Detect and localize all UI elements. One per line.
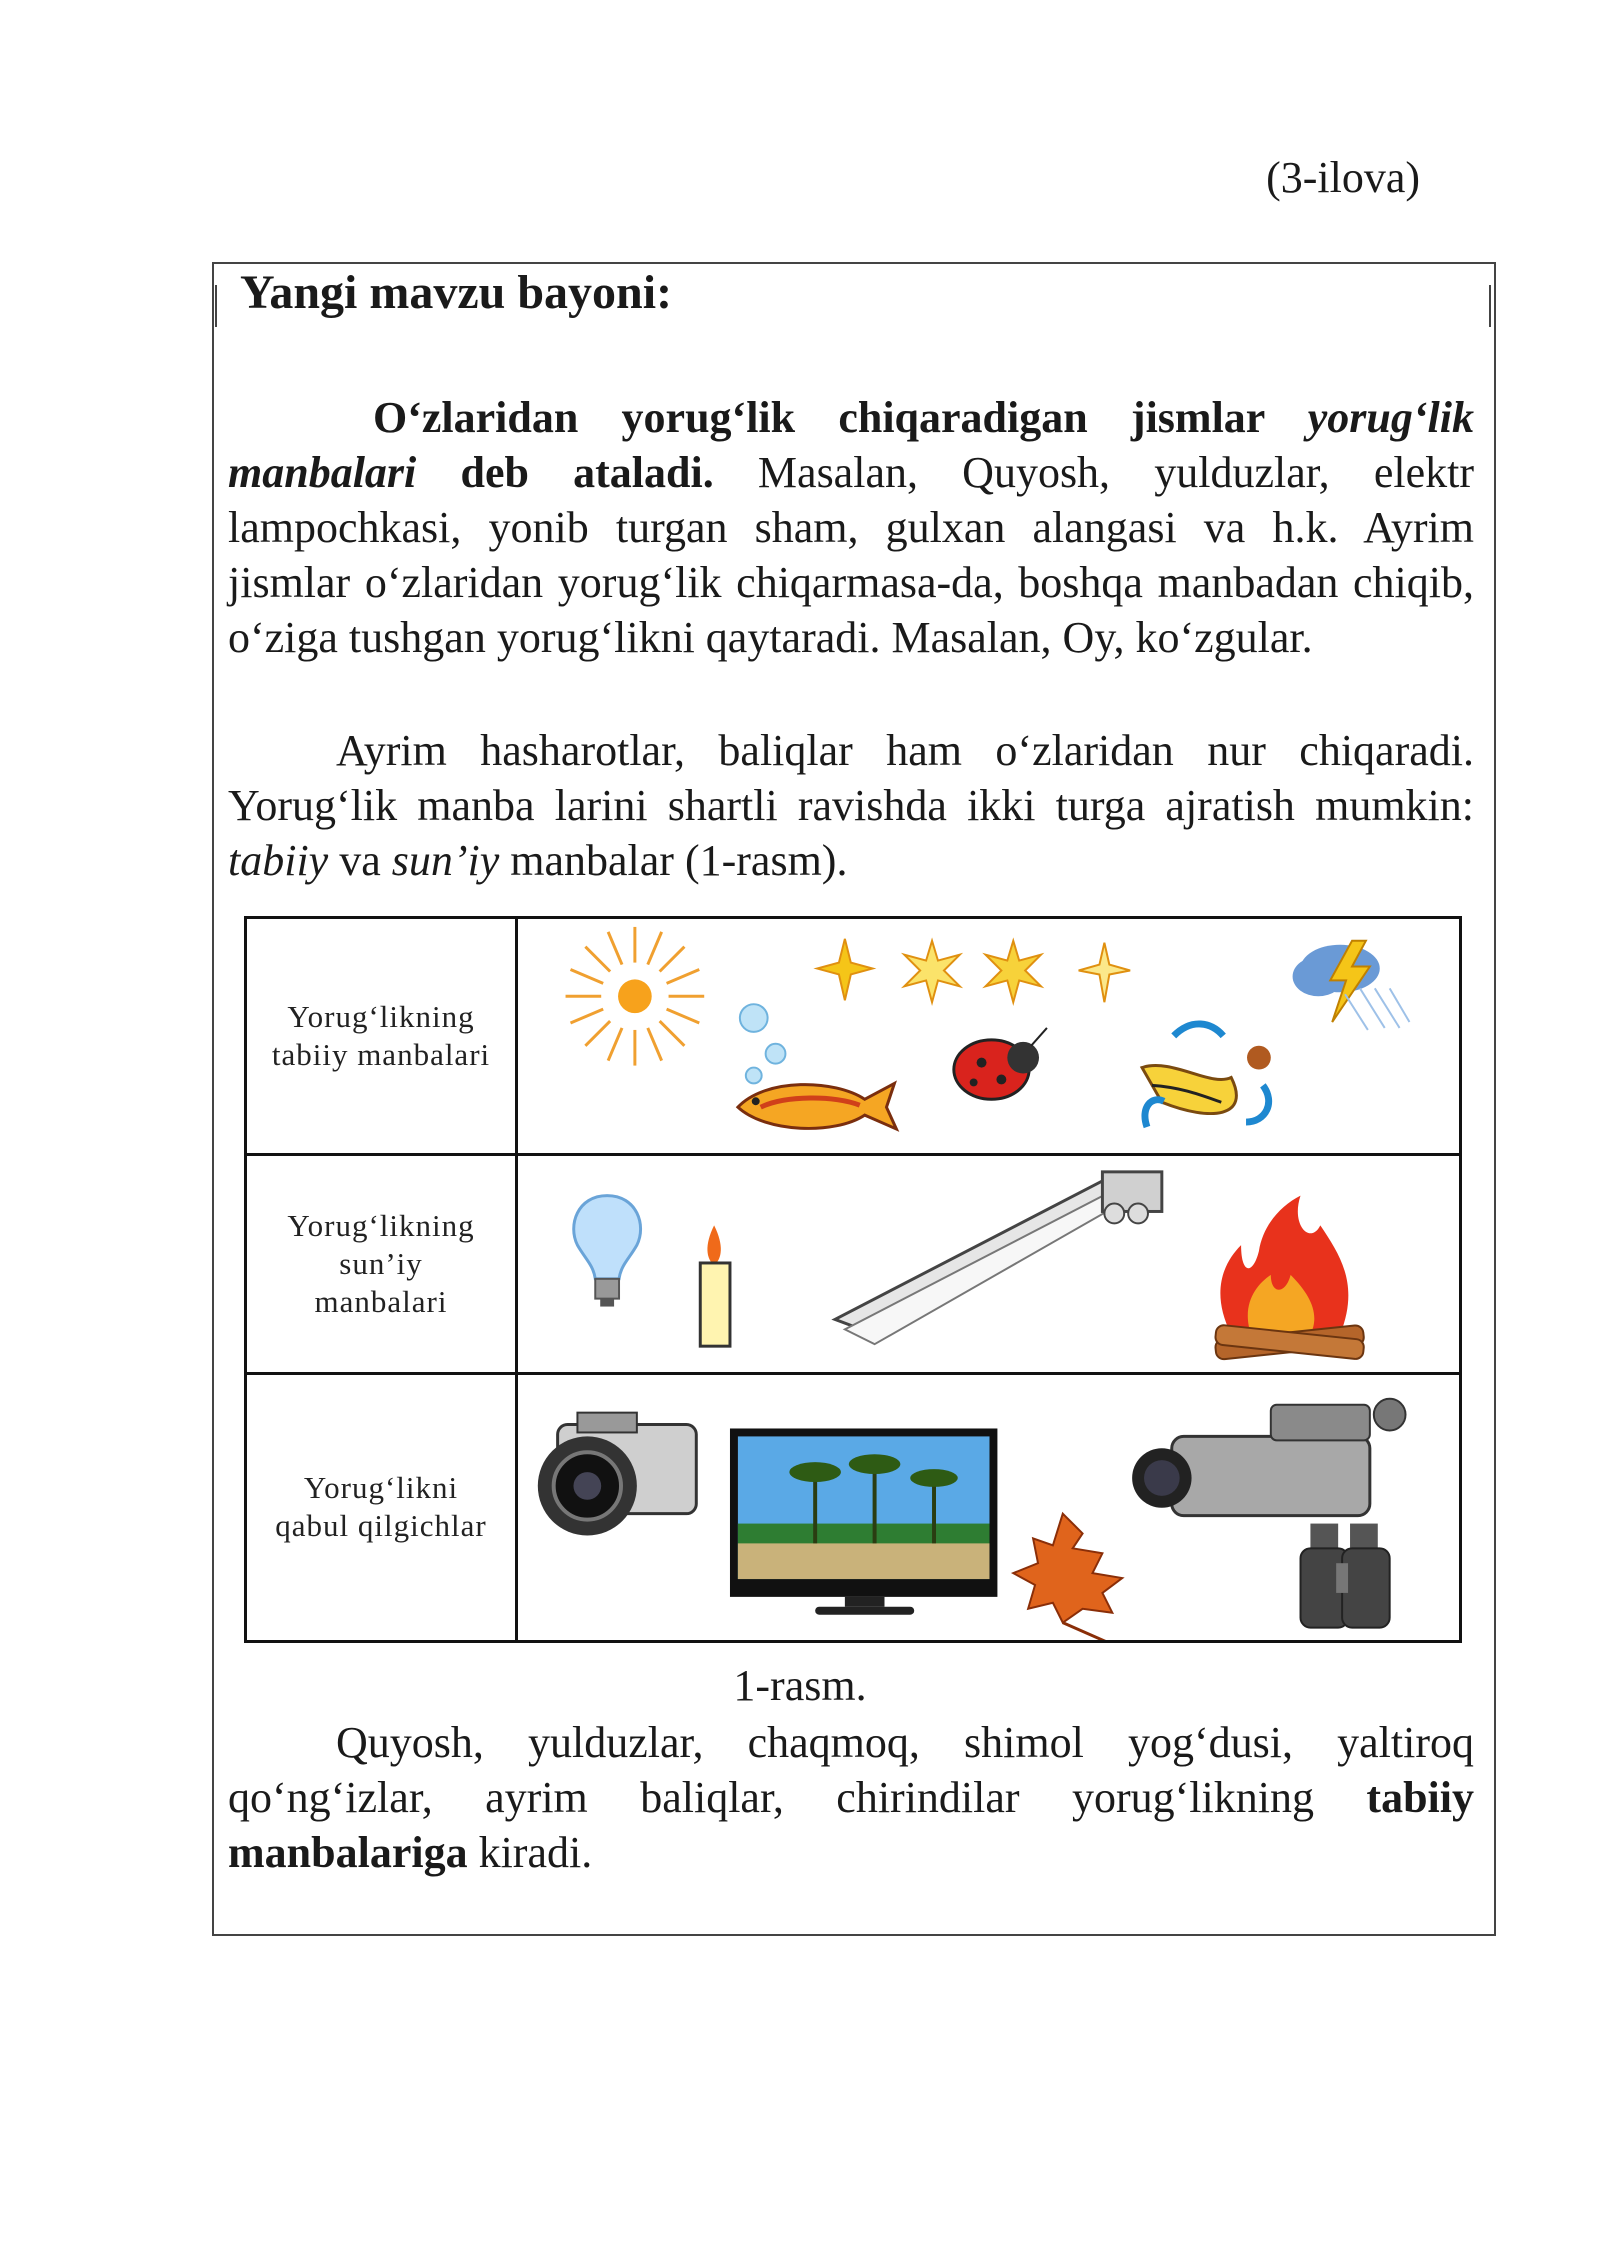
fish-icon (738, 1083, 896, 1129)
receivers-images (517, 1373, 1461, 1641)
section-heading: Yangi mavzu bayoni: (240, 266, 673, 319)
light-bulb-icon (574, 1195, 641, 1306)
leaf-icon (1013, 1513, 1122, 1640)
paragraph-definition (228, 390, 1474, 665)
frame-tick-right (1489, 285, 1491, 327)
appendix-label: (3-ilova) (1266, 153, 1420, 202)
paragraph-natural-sources (228, 1715, 1474, 1880)
artificial-sources-images (517, 1154, 1461, 1373)
paragraph-definition-text: Masalan, Quyosh, yulduzlar, elektr lampochkasi, yonib turgan sham, gulxan alangasi va h.k. Ayrim jismlar o‘zlaridan yorug‘lik chiqarmasa-da, boshqa manbadan chiqib, o‘ziga tushgan yorug‘likni qaytaradi. Masalan, Oy, ko‘zgular. (228, 448, 1475, 662)
paragraph-types (228, 723, 1474, 888)
star-icon (817, 939, 1130, 1002)
camera-icon (538, 1412, 696, 1535)
term-artificial: sun’iy (391, 836, 500, 885)
types-text-end: manbalar (1-rasm). (499, 836, 848, 885)
figure-row-receivers (246, 1373, 1461, 1641)
frame-bottom-line (212, 1934, 1496, 1936)
bubbles-icon (740, 1004, 786, 1083)
candle-icon (700, 1225, 730, 1346)
fluorescent-lamp-icon (835, 1172, 1162, 1344)
natural-sources-images (517, 918, 1461, 1155)
binoculars-icon (1301, 1523, 1390, 1627)
figure-caption: 1-rasm. (733, 1661, 867, 1710)
television-icon (730, 1428, 997, 1614)
campfire-icon (1215, 1195, 1365, 1359)
figure-table (244, 916, 1462, 1643)
natural-sources-bold: tabiiy manbalariga (228, 1773, 1474, 1877)
natural-text-start: Quyosh, yulduzlar, chaqmoq, shimol yog‘dusi, yaltiroq qo‘ng‘izlar, ayrim baliqlar, chirindilar yorug‘likning (228, 1718, 1474, 1822)
video-camera-icon (1132, 1398, 1405, 1515)
figure-row-natural (246, 918, 1461, 1155)
figure-row-artificial (246, 1154, 1461, 1373)
types-text-start: Ayrim hasharotlar, baliqlar ham o‘zlaridan nur chiqaradi. Yorug‘lik manba larini shartli ravishda ikki turga ajratish mumkin: (228, 726, 1474, 830)
ladybug-icon (954, 1028, 1047, 1099)
row-label-natural: Yorug‘likning tabiiy manbalari (246, 918, 517, 1155)
term-light-sources: yorug‘lik manbalari (228, 393, 1474, 497)
row-label-receivers: Yorug‘likni qabul qilgichlar (246, 1373, 517, 1641)
frame-tick-left (215, 285, 217, 327)
types-and: va (328, 836, 392, 885)
term-natural: tabiiy (228, 836, 329, 885)
natural-text-end: kiradi. (467, 1828, 593, 1877)
definition-end-bold: deb ataladi. (416, 448, 714, 497)
definition-bold: O‘zlaridan yorug‘lik chiqaradigan jismlar (373, 393, 1308, 442)
glowworm-icon (1142, 1024, 1271, 1127)
lightning-cloud-icon (1293, 941, 1410, 1030)
sun-icon (566, 927, 705, 1066)
row-label-artificial: Yorug‘likning sun’iy manbalari (246, 1154, 517, 1373)
